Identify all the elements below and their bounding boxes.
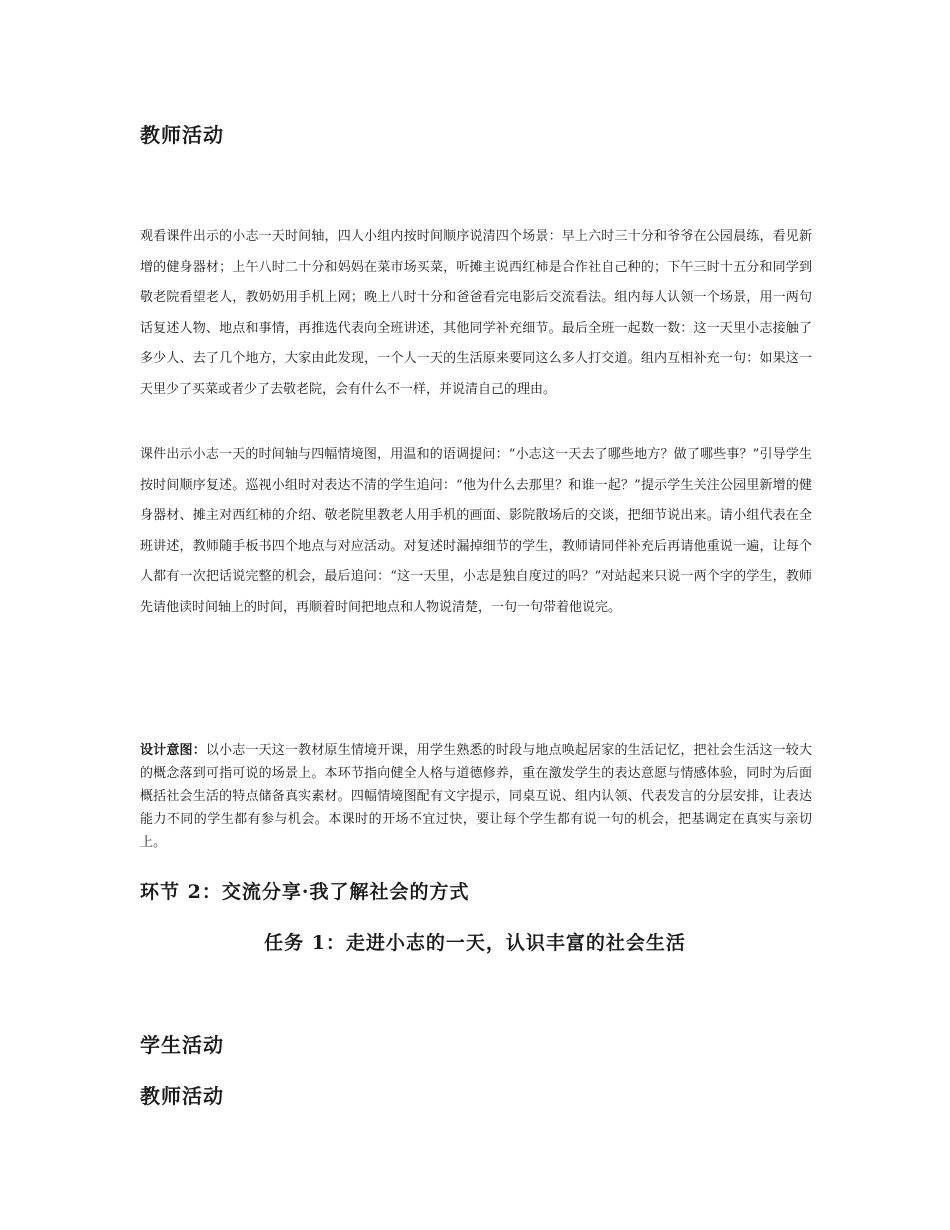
teacher-activity-paragraph: 课件出示小志一天的时间轴与四幅情境图，用温和的语调提问：“小志这一天去了哪些地方？做了哪些事？”引导学生按时间顺序复述。巡视小组时对表达不清的学生追问：“他为什么去那里？和谁一起？”提示学生关注公园里新增的健身器材、摊主对西红柿的介绍、敬老院里教老人用手机的画面、影院散场后的交谈，把细节说出来。请小组代表在全班讲述，教师随手板书四个地点与对应活动。对复述时漏掉细节的学生，教师请同伴补充后再请他重说一遍，让每个人都有一次把话说完整的机会，最后追问：“这一天里，小志是独自度过的吗？”对站起来只说一两个字的学生，教师先请他读时间轴上的时间，再顺着时间把地点和人物说清楚，一句一句带着他说完。 <box>140 447 812 615</box>
design-intent-text: 以小志一天这一教材原生情境开课，用学生熟悉的时段与地点唤起居家的生活记忆，把社会生活这一较大的概念落到可指可说的场景上。本环节指向健全人格与道德修养，重在激发学生的表达意愿与情感体验，同时为后面概括社会生活的特点储备真实素材。四幅情境图配有文字提示，同桌互说、组内认领、代表发言的分层安排，让表达能力不同的学生都有参与机会。本课时的开场不宜过快，要让每个学生都有说一句的机会，把基调定在真实与亲切上。 <box>140 743 812 850</box>
task-title: 任务 1：走进小志的一天，认识丰富的社会生活 <box>264 932 686 954</box>
design-intent-paragraph <box>140 739 812 854</box>
teacher-activity-heading-bottom: 教师活动 <box>140 1084 224 1108</box>
design-intent-label: 设计意图： <box>140 743 206 758</box>
section-title: 环节 2：交流分享·我了解社会的方式 <box>140 881 470 903</box>
teacher-activity-heading: 教师活动 <box>140 123 224 147</box>
student-activity-heading: 学生活动 <box>140 1033 224 1057</box>
student-activity-paragraph: 观看课件出示的小志一天时间轴，四人小组内按时间顺序说清四个场景：早上六时三十分和爷爷在公园晨练，看见新增的健身器材；上午八时二十分和妈妈在菜市场买菜，听摊主说西红柿是合作社自己种的；下午三时十五分和同学到敬老院看望老人，教奶奶用手机上网；晚上八时十分和爸爸看完电影后交流看法。组内每人认领一个场景，用一两句话复述人物、地点和事情，再推选代表向全班讲述，其他同学补充细节。最后全班一起数一数：这一天里小志接触了多少人、去了几个地方，大家由此发现，一个人一天的生活原来要同这么多人打交道。组内互相补充一句：如果这一天里少了买菜或者少了去敬老院，会有什么不一样，并说清自己的理由。 <box>140 229 812 397</box>
